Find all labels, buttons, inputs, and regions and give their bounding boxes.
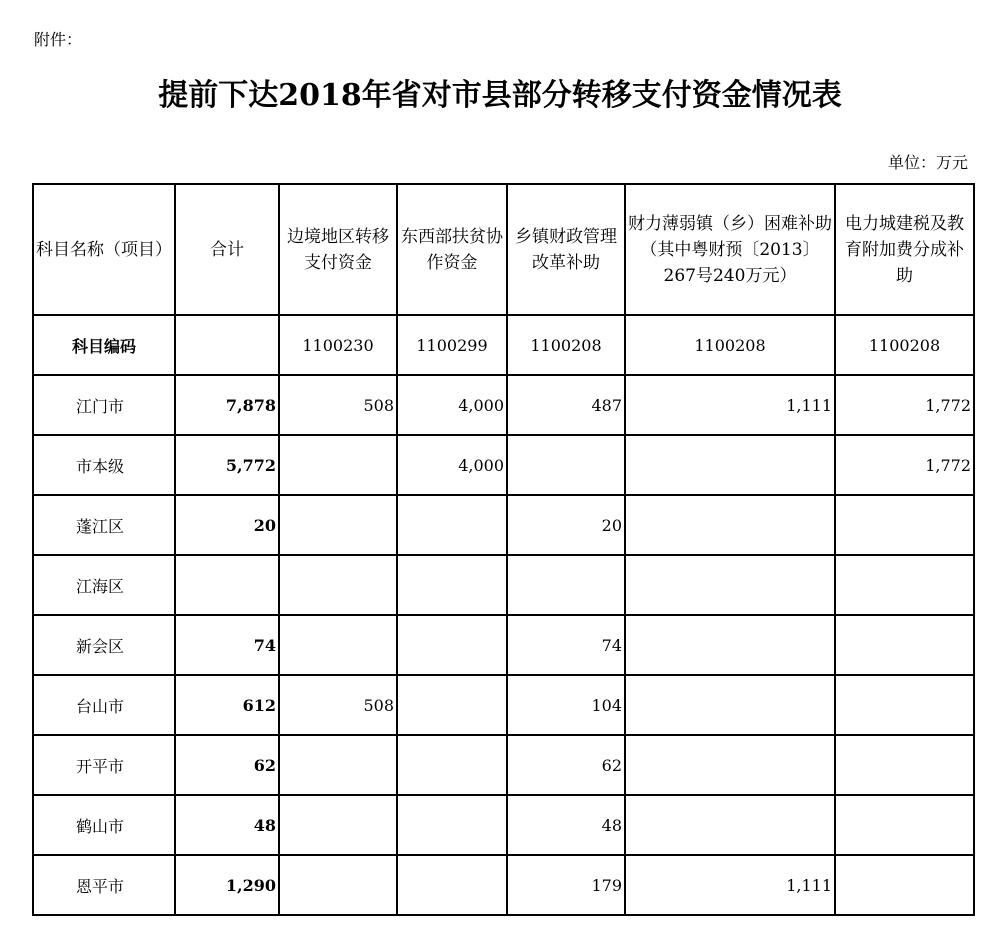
table-cell: 20: [507, 495, 625, 555]
row-name: 恩平市: [33, 855, 175, 915]
table-cell: [279, 615, 397, 675]
subject-code-cell: 1100208: [625, 315, 835, 375]
table-cell: 1,111: [625, 375, 835, 435]
header-electricity-tax-subsidy: 电力城建税及教育附加费分成补助: [835, 184, 974, 315]
table-cell: [397, 735, 507, 795]
header-border-transfer: 边境地区转移支付资金: [279, 184, 397, 315]
subject-code-cell: 1100208: [835, 315, 974, 375]
row-name: 江门市: [33, 375, 175, 435]
table-cell: 1,111: [625, 855, 835, 915]
table-header-row: [33, 184, 974, 315]
row-total: 20: [175, 495, 279, 555]
row-total: 612: [175, 675, 279, 735]
table-cell: [507, 555, 625, 615]
table-cell: [397, 675, 507, 735]
table-row: [33, 555, 974, 615]
subject-code-cell: 1100230: [279, 315, 397, 375]
table-row: [33, 675, 974, 735]
table-row: [33, 795, 974, 855]
subject-code-row: [33, 315, 974, 375]
table-row: [33, 855, 974, 915]
table-cell: [835, 675, 974, 735]
table-cell: 487: [507, 375, 625, 435]
table-row: [33, 735, 974, 795]
table-cell: [397, 855, 507, 915]
row-name: 鹤山市: [33, 795, 175, 855]
table-cell: [507, 435, 625, 495]
table-cell: [279, 435, 397, 495]
table-cell: [625, 795, 835, 855]
row-name: 台山市: [33, 675, 175, 735]
row-name: 市本级: [33, 435, 175, 495]
header-township-finance-reform: 乡镇财政管理改革补助: [507, 184, 625, 315]
table-cell: [279, 495, 397, 555]
table-cell: [835, 855, 974, 915]
header-item-name: 科目名称（项目）: [33, 184, 175, 315]
unit-label: 单位：万元: [887, 153, 968, 172]
table-cell: [279, 555, 397, 615]
table-cell: 4,000: [397, 375, 507, 435]
table-row: [33, 435, 974, 495]
table-cell: [625, 615, 835, 675]
table-cell: 508: [279, 675, 397, 735]
table-cell: [279, 795, 397, 855]
row-total: 1,290: [175, 855, 279, 915]
table-cell: [835, 795, 974, 855]
table-cell: 1,772: [835, 375, 974, 435]
table-cell: [835, 555, 974, 615]
table-cell: 74: [507, 615, 625, 675]
table-cell: [835, 495, 974, 555]
table-cell: 104: [507, 675, 625, 735]
table-cell: [397, 615, 507, 675]
table-row: [33, 495, 974, 555]
table-cell: 179: [507, 855, 625, 915]
table-cell: [625, 435, 835, 495]
table-cell: [625, 495, 835, 555]
attachment-label: 附件：: [34, 30, 83, 49]
subject-code-cell: 1100208: [507, 315, 625, 375]
table-cell: [625, 735, 835, 795]
table-cell: [625, 675, 835, 735]
table-cell: 1,772: [835, 435, 974, 495]
subject-code-label: 科目编码: [33, 315, 175, 375]
row-total: 48: [175, 795, 279, 855]
row-total: 5,772: [175, 435, 279, 495]
header-east-west-poverty: 东西部扶贫协作资金: [397, 184, 507, 315]
row-total: [175, 555, 279, 615]
row-total: 7,878: [175, 375, 279, 435]
row-name: 江海区: [33, 555, 175, 615]
table-row: [33, 375, 974, 435]
subject-code-cell: 1100299: [397, 315, 507, 375]
row-name: 开平市: [33, 735, 175, 795]
table-cell: 62: [507, 735, 625, 795]
table-cell: [279, 855, 397, 915]
table-cell: [835, 735, 974, 795]
row-total: 74: [175, 615, 279, 675]
table-cell: [279, 735, 397, 795]
table-cell: [397, 795, 507, 855]
page-title: 提前下达2018年省对市县部分转移支付资金情况表: [158, 78, 842, 113]
table-row: [33, 615, 974, 675]
header-total: 合计: [175, 184, 279, 315]
row-total: 62: [175, 735, 279, 795]
table-cell: 48: [507, 795, 625, 855]
table-cell: [835, 615, 974, 675]
row-name: 新会区: [33, 615, 175, 675]
table-cell: [625, 555, 835, 615]
table-cell: [397, 555, 507, 615]
table-cell: [397, 495, 507, 555]
row-name: 蓬江区: [33, 495, 175, 555]
subject-code-cell: [175, 315, 279, 375]
table-cell: 4,000: [397, 435, 507, 495]
transfer-payment-table: [32, 183, 975, 916]
table-cell: 508: [279, 375, 397, 435]
header-weak-township-subsidy: 财力薄弱镇（乡）困难补助（其中粤财预〔2013〕267号240万元）: [625, 184, 835, 315]
